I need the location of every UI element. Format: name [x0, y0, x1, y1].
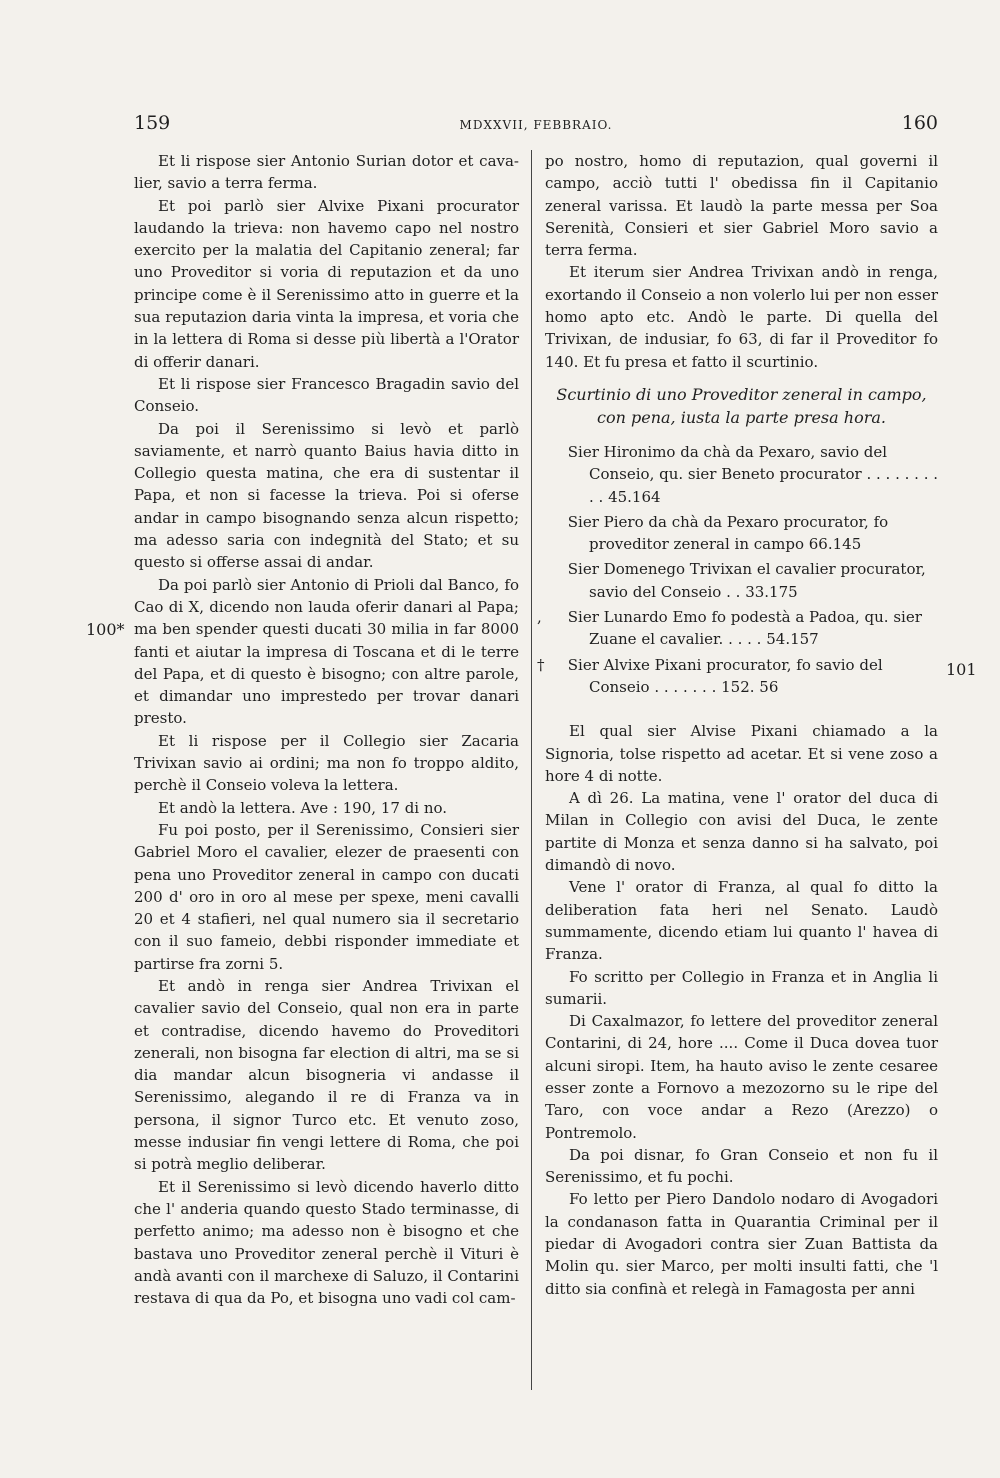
candidate-name: Sier Hironimo da chà da Pexaro, savio del Conseio, qu. sier Beneto procurator: [567, 442, 888, 484]
column-divider: [531, 150, 532, 1390]
candidate-row: † Sier Alvixe Pixani procurator, fo savio del Conseio . . . . . . . 152. 56: [537, 655, 883, 696]
paragraph: po nostro, homo di reputazion, qual governi il campo, acciò tutti l' obedissa fin il Capitanio zeneral varissa. Et laudò la parte messa per Soa Serenità, Consieri et sier Gabriel Moro savio a terra ferma.: [545, 152, 938, 260]
paragraph: Vene l' orator di Franza, al qual fo ditto la deliberation fata heri nel Senato. Laudò summamente, dicendo etiam lui quanto l' havea di Franza.: [545, 878, 938, 964]
page-header: [134, 112, 938, 142]
candidate-votes: 152. 56: [721, 677, 779, 696]
candidate-votes: 66.145: [808, 535, 862, 554]
margin-number-left: 100*: [86, 620, 125, 639]
candidate-votes: 33.175: [745, 582, 798, 601]
paragraph: Et li rispose sier Antonio Surian dotor et cava-lier, savio a terra ferma.: [134, 152, 519, 193]
candidate-name: Sier Domenego Trivixan el cavalier procurator, savio del Conseio: [567, 560, 926, 601]
page-number-right: 160: [901, 112, 938, 134]
candidate-votes: 54.157: [766, 630, 819, 649]
paragraph: Et andò la lettera. Ave : 190, 17 di no.: [158, 798, 448, 817]
candidate-row: Sier Hironimo da chà da Pexaro, savio del Conseio, qu. sier Beneto procurator . . . . . . . . . . 45.164: [567, 442, 939, 506]
candidate-name: Sier Alvixe Pixani procurator, fo savio del Conseio: [567, 655, 883, 696]
paragraph: Di Caxalmazor, fo lettere del proveditor zeneral Contarini, di 24, hore .... Come il Duca dovea tuor alcuni siropi. Item, ha hauto aviso le zente cesaree esser zonte a Fornovo a mezozorno su le ripe del Taro, con voce andar a Rezo (Arezzo) o Pontremolo.: [545, 1012, 938, 1142]
paragraph: Et andò in renga sier Andrea Trivixan el cavalier savio del Conseio, qual non era in parte et contradise, dicendo havemo do Proveditori zenerali, non bisogna far election di altri, ma se si dia mandar alcun bisogneria vi andasse il Serenissimo, alegando il re di Franza va in persona, il signor Turco etc. Et venuto zoso, messe indusiar fin vengi lettere di Roma, che poi si potrà meglio deliberar.: [134, 976, 519, 1174]
paragraph: Da poi il Serenissimo si levò et parlò saviamente, et narrò quanto Baius havia ditto in Collegio questa matina, che era di sustentar il Papa, et non si facesse la trieva. Poi si oferse andar in campo bisognando senza alcun rispetto; ma adesso saria con indegnità del Stato; et su questo si offerse assai di andar.: [134, 419, 519, 572]
page-number-left: 159: [134, 112, 171, 134]
candidate-name: Sier Piero da chà da Pexaro procurator, fo proveditor zeneral in campo: [567, 512, 889, 554]
candidate-row: [545, 511, 938, 556]
paragraph: A dì 26. La matina, vene l' orator del duca di Milan in Collegio con avisi del Duca, le zente partite di Monza et senza danno si ha salvato, poi dimandò di novo.: [545, 789, 938, 875]
candidate-votes: 45.164: [608, 487, 661, 506]
candidate-name: Sier Lunardo Emo fo podestà a Padoa, qu. sier Zuane el cavalier.: [567, 608, 922, 649]
paragraph: Fo scritto per Collegio in Franza et in Anglia li sumarii.: [545, 967, 938, 1008]
paragraph: Et iterum sier Andrea Trivixan andò in renga, exortando il Conseio a non volerlo lui per non esser homo apto etc. Andò le parte. Di quella del Trivixan, de indusiar, fo 63, di far il Proveditor fo 140. Et fu presa et fatto il scurtinio.: [545, 263, 938, 371]
scrutiny-title: Scurtinio di uno Proveditor zeneral in campo, con pena, iusta la parte presa hora.: [556, 384, 927, 427]
scrutiny-list: [537, 441, 939, 698]
running-head: MDXXVII, FEBBRAIO.: [459, 118, 613, 132]
paragraph: Et li rispose sier Francesco Bragadin savio del Conseio.: [134, 374, 519, 416]
paragraph: Et poi parlò sier Alvixe Pixani procurator laudando la trieva: non havemo capo nel nostro exercito per la malatia del Capitanio zeneral; far uno Proveditor si voria di reputazion et da uno principe come è il Serenissimo atto in guerre et la sua reputazion daria vinta la impresa, et voria che in la lettera di Roma si desse più libertà a l'Orator di offerir danari.: [134, 196, 519, 371]
margin-number-right: 101: [946, 660, 977, 679]
paragraph: Fo letto per Piero Dandolo nodaro di Avogadori la condanason fatta in Quarantia Criminal per il piedar di Avogadori contra sier Zuan Battista da Molin qu. sier Marco, per molti insulti fatti, che 'l ditto sia confinà et relegà in Famagosta per anni: [545, 1190, 938, 1298]
paragraph: Et li rispose per il Collegio sier Zacaria Trivixan savio ai ordini; ma non fo troppo aldito, perchè il Conseio voleva la lettera.: [134, 731, 519, 795]
candidate-row: , Sier Lunardo Emo fo podestà a Padoa, qu. sier Zuane el cavalier. . . . . 54.157: [537, 608, 922, 649]
paragraph: Da poi disnar, fo Gran Conseio et non fu il Serenissimo, et fu pochi.: [545, 1145, 938, 1187]
right-column: [537, 150, 939, 1300]
paragraph: El qual sier Alvise Pixani chiamado a la Signoria, tolse rispetto ad acetar. Et si vene zoso a hore 4 di notte.: [545, 722, 938, 785]
left-column: [134, 150, 519, 1309]
candidate-row: Sier Domenego Trivixan el cavalier procurator, savio del Conseio . . 33.175: [567, 560, 926, 601]
paragraph: Da poi parlò sier Antonio di Prioli dal Banco, fo Cao di X, dicendo non lauda oferir danari al Papa; ma ben spender questi ducati 30 milia in far 8000 fanti et aiutar la impresa di Toscana et di le terre del Papa, et di questo è bisogno; con altre parole, et dimandar uno imprestedo per trovar danari presto.: [134, 575, 519, 728]
paragraph: Fu poi posto, per il Serenissimo, Consieri sier Gabriel Moro el cavalier, elezer de praesenti con pena uno Proveditor zeneral in campo con ducati 200 d' oro in oro al mese per spexe, meni cavalli 20 et 4 stafieri, nel qual numero sia il secretario con il suo fameio, debbi risponder immediate et partirse fra zorni 5.: [134, 820, 519, 973]
paragraph: Et il Serenissimo si levò dicendo haverlo ditto che l' anderia quando questo Stado terminasse, di perfetto animo; ma adesso non è bisogno et che bastava uno Proveditor zeneral perchè il Vituri è andà avanti con il marchexe di Saluzo, il Contarini restava di qua da Po, et bisogna uno vadi col cam-: [134, 1177, 519, 1308]
